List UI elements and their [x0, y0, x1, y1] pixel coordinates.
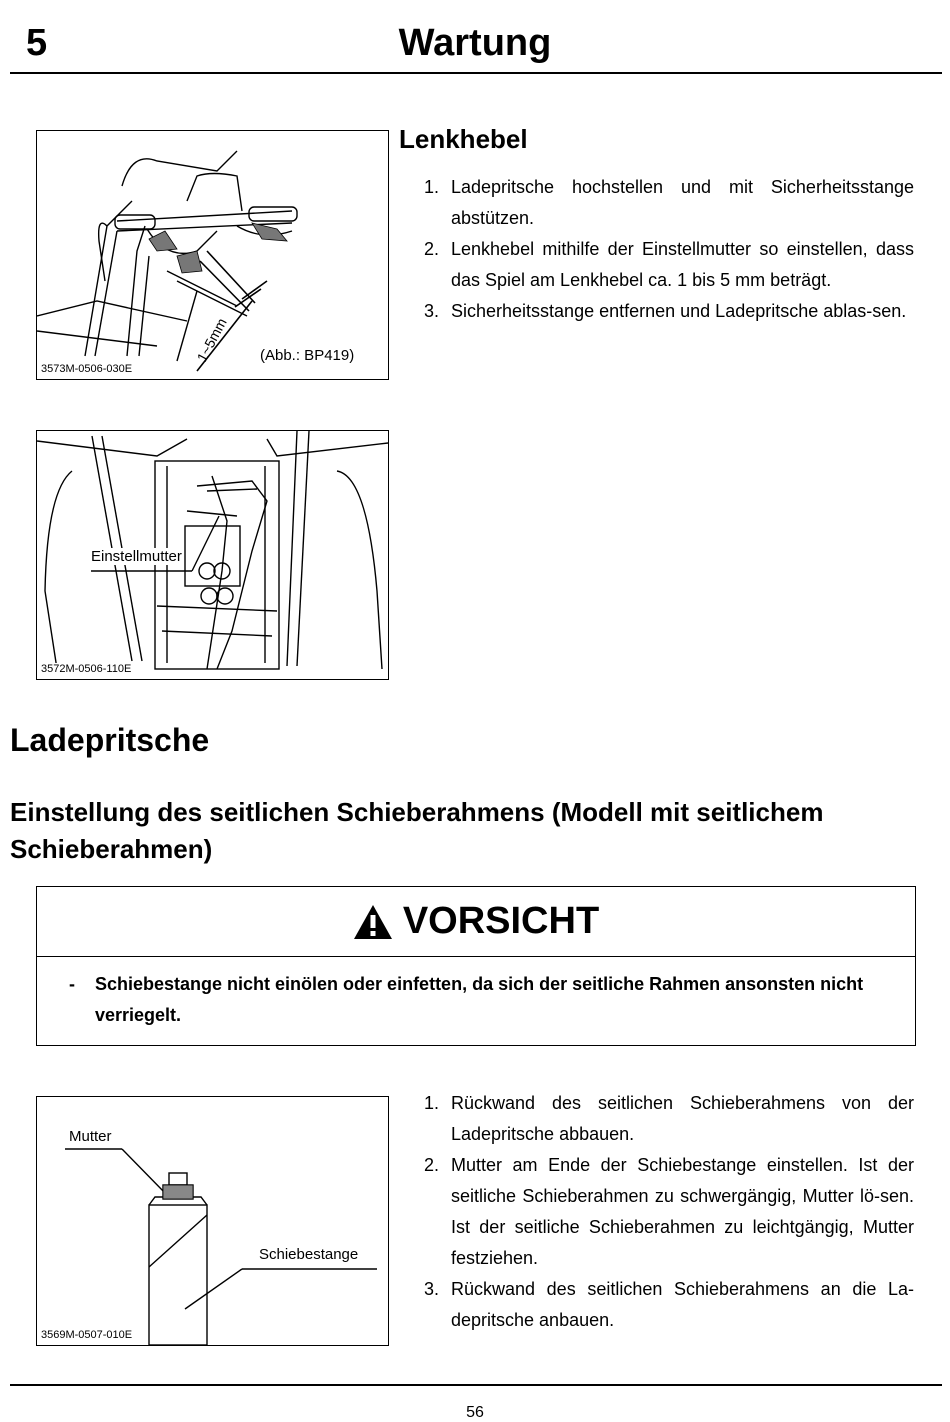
step-text: Rückwand des seitlichen Schieberahmens von der Ladepritsche abbauen.	[451, 1093, 914, 1144]
step-text: Mutter am Ende der Schiebestange einstellen. Ist der seitliche Schieberahmen zu schwergängig, Mutter lö-sen. Ist der seitliche Schieberahmen zu leichtgängig, Mutter festziehen.	[451, 1155, 914, 1268]
caution-header	[37, 887, 915, 957]
step-number: 1.	[424, 1093, 440, 1113]
header-rule	[10, 72, 942, 74]
caution-box	[36, 886, 916, 1046]
step-number: 3.	[424, 301, 440, 321]
section-heading-ladepritsche: Ladepritsche	[10, 722, 210, 758]
caution-title: VORSICHT	[402, 900, 600, 942]
figure-adjustment-nut	[36, 430, 389, 680]
step-text: Rückwand des seitlichen Schieberahmens an die La-depritsche anbauen.	[451, 1279, 914, 1330]
list-item	[399, 1150, 914, 1274]
chapter-number: 5	[26, 22, 48, 64]
nut-label: Mutter	[69, 1128, 112, 1145]
steering-lever-illustration	[37, 131, 388, 379]
adjustment-nut-label: Einstellmutter	[91, 548, 182, 565]
figure-reference: (Abb.: BP419)	[260, 347, 355, 364]
footer-rule	[10, 1384, 942, 1386]
step-text: Ladepritsche hochstellen und mit Sicherheitsstange abstützen.	[451, 177, 914, 228]
bullet-dash: -	[69, 974, 75, 994]
caution-text: Schiebestange nicht einölen oder einfetten, da sich der seitliche Rahmen ansonsten nicht verriegelt.	[95, 974, 864, 1025]
figure-steering-lever	[36, 130, 389, 380]
figure-code: 3573M-0506-030E	[41, 363, 133, 375]
figure-slide-rod	[36, 1096, 389, 1346]
list-item	[399, 1088, 914, 1150]
figure-code: 3569M-0507-010E	[41, 1329, 133, 1341]
list-item	[399, 172, 914, 234]
page-number: 56	[466, 1404, 484, 1421]
rod-label: Schiebestange	[259, 1246, 359, 1263]
step-number: 3.	[424, 1279, 440, 1299]
step-number: 2.	[424, 1155, 440, 1175]
list-item	[399, 296, 914, 327]
schieberahmen-steps	[399, 1088, 914, 1336]
chapter-title: Wartung	[398, 22, 552, 64]
subsection-heading: Einstellung des seitlichen Schieberahmens (Modell mit seitlichem Schieberahmen)	[10, 797, 824, 864]
warning-triangle-icon	[353, 904, 393, 940]
section-heading-lenkhebel: Lenkhebel	[399, 124, 528, 154]
list-item	[399, 234, 914, 296]
dimension-label: 1~5mm	[193, 315, 230, 365]
lenkhebel-steps	[399, 172, 914, 327]
step-number: 1.	[424, 177, 440, 197]
step-text: Lenkhebel mithilfe der Einstellmutter so einstellen, dass das Spiel am Lenkhebel ca. 1 bis 5 mm beträgt.	[451, 239, 914, 290]
figure-code: 3572M-0506-110E	[41, 663, 132, 675]
step-number: 2.	[424, 239, 440, 259]
step-text: Sicherheitsstange entfernen und Ladepritsche ablas-sen.	[451, 301, 907, 321]
list-item	[399, 1274, 914, 1336]
